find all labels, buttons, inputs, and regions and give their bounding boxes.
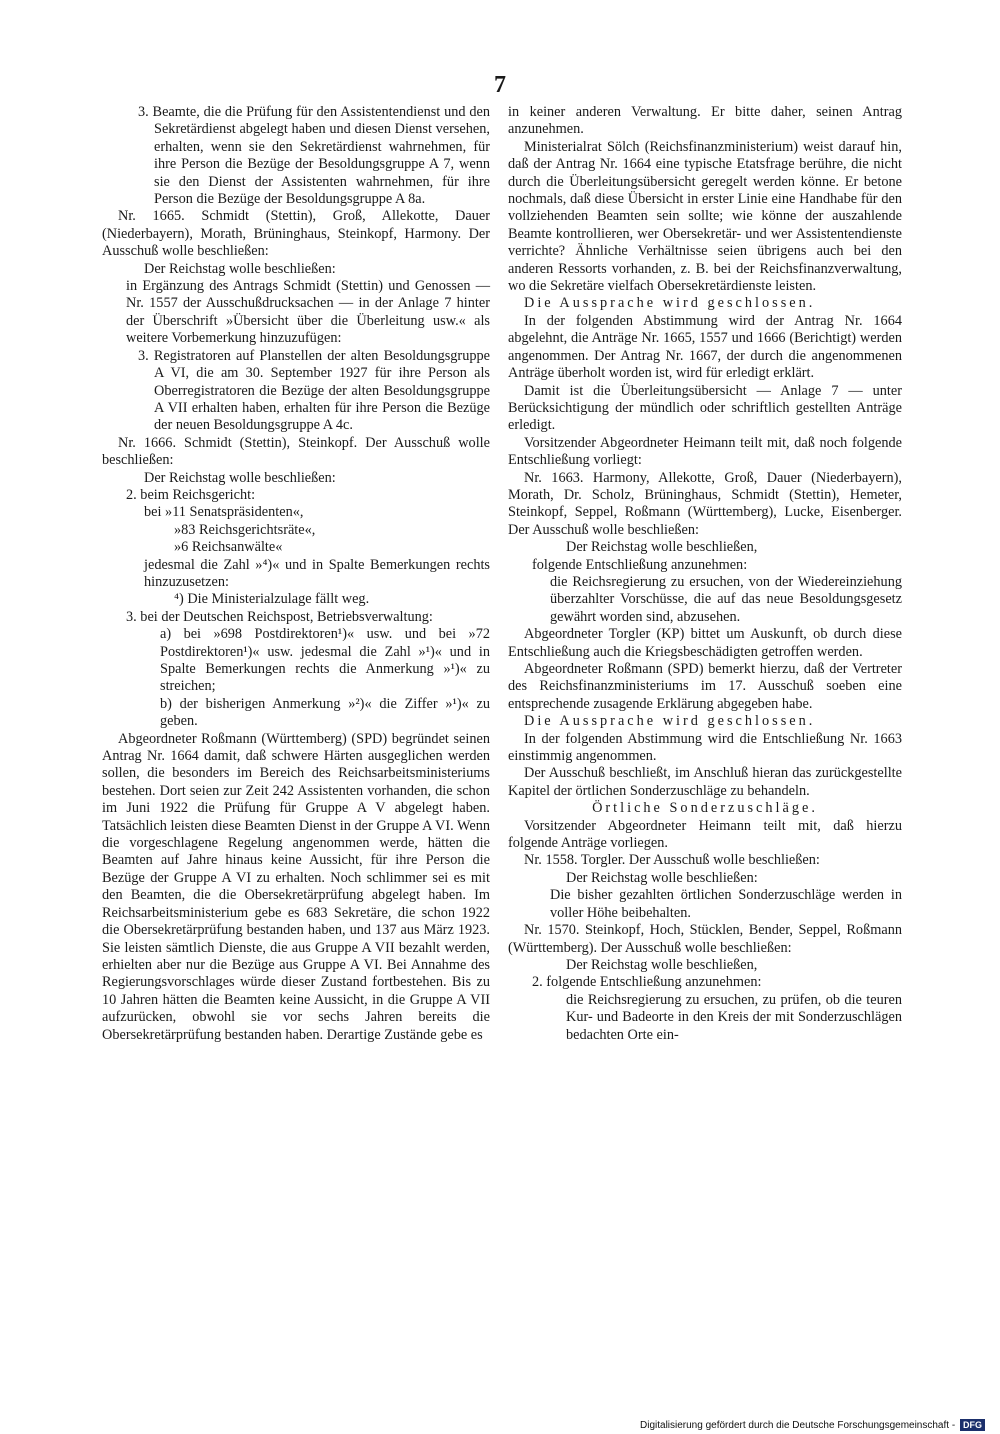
- paragraph: Abgeordneter Roßmann (Württemberg) (SPD) begründet seinen Antrag Nr. 1664 damit, daß schwere Härten ausgeglichen werden sollen, die besonders im Bereich des Reichsarbeitsministeriums bestehen. Dort seien zur Zeit 242 Assistenten vorhanden, die schon im Juni 1922 die Prüfung für Gruppe A V abgelegt haben. Tatsächlich leisten diese Beamten Dienst in der Gruppe A VI. Wenn die vorgeschlagene Regelung angenommen werde, hätten die Beamten auf Jahre hinaus keine Aussicht, für ihre Person die Bezüge der Gruppe A VI zu erhalten. Noch schlimmer sei es mit den Beamten, die die Obersekretärprüfung abgelegt haben. Im Reichsarbeitsministerium gebe es 683 Sekretäre, die schon 1922 die Obersekretärprüfung bestanden haben, und 137 aus März 1923. Sie leisten sämtlich Dienste, die aus Gruppe A VII bezahlt werden, erhielten aber nur die Bezüge aus Gruppe A VI. Bei Annahme des Regierungsvorschlages würde dieser Zustand fortbestehen. Bis zu 10 Jahren hätten die Beamten keine Aussicht, in die Gruppe A VII aufzurücken, obwohl sie vor sechs Jahren bereits die Obersekretärprüfung bestanden haben. Derartige Zustände gebe es: [102, 730, 490, 1043]
- paragraph: Abgeordneter Roßmann (SPD) bemerkt hierzu, daß der Vertreter des Reichsfinanzministeriums im 17. Ausschuß soeben eine entsprechende zusagende Erklärung abgegeben habe.: [508, 661, 902, 712]
- footnote: ⁴) Die Ministerialzulage fällt weg.: [174, 591, 370, 608]
- paragraph: Die Aussprache wird geschlossen.: [524, 713, 816, 730]
- paragraph: In der folgenden Abstimmung wird der Antrag Nr. 1664 abgelehnt, die Anträge Nr. 1665, 1557 und 1666 (Berichtigt) werden angenommen. Der Antrag Nr. 1667, der durch die angenommenen Anträge überholt worden ist, wird für erledigt erklärt.: [508, 312, 902, 382]
- motion-heading: Nr. 1663. Harmony, Allekotte, Groß, Dauer (Niederbayern), Morath, Dr. Scholz, Brüninghaus, Schmidt (Stettin), Hemeter, Steinkopf, Seppel, Roßmann (Württemberg), Lucke, Eisenberger. Der Ausschuß wolle beschließen:: [508, 469, 902, 538]
- paragraph: Ministerialrat Sölch (Reichsfinanzministerium) weist darauf hin, daß der Antrag Nr. 1664 eine typische Etatsfrage berühre, die nicht durch die Überleitungsübersicht geregelt werden könne. Er betone nochmals, daß diese Übersicht in erster Linie eine Handhabe für den vollziehenden Beamten sein sollte; wie könne der auszahlende Beamte kontrollieren, wer Obersekretär- und wer Assistentendienste verrichte? Ähnliche Verhältnisse seien übrigens auch bei den anderen Ressorts vorhanden, z. B. bei der Reichsfinanzverwaltung, wo die Sekretäre vielfach Obersekretärdienste leisten.: [508, 138, 902, 295]
- paragraph: Der Reichstag wolle beschließen:: [144, 260, 336, 277]
- paragraph: Die bisher gezahlten örtlichen Sonderzuschläge werden in voller Höhe beibehalten.: [550, 887, 902, 921]
- paragraph: Der Ausschuß beschließt, im Anschluß hieran das zurückgestellte Kapitel der örtlichen Sonderzuschläge zu behandeln.: [508, 765, 902, 799]
- right-column: [508, 104, 902, 1044]
- paragraph: folgende Entschließung anzunehmen:: [532, 556, 748, 573]
- paragraph: 3. Registratoren auf Planstellen der alten Besoldungsgruppe A VI, die am 30. September 1927 für ihre Person als Oberregistratoren die Bezüge der alten Besoldungsgruppe A VII erhalten haben, erhalten für ihre Person die Bezüge der neuen Besoldungsgruppe A 4c.: [138, 347, 490, 434]
- motion-heading: Nr. 1558. Torgler. Der Ausschuß wolle beschließen:: [524, 852, 820, 869]
- paragraph: in keiner anderen Verwaltung. Er bitte daher, seinen Antrag anzunehmen.: [508, 104, 902, 138]
- paragraph: In der folgenden Abstimmung wird die Entschließung Nr. 1663 einstimmig angenommen.: [508, 730, 902, 765]
- page-number: 7: [494, 72, 506, 98]
- motion-heading: Nr. 1665. Schmidt (Stettin), Groß, Allekotte, Dauer (Niederbayern), Morath, Brüninghaus, Steinkopf, Harmony. Der Ausschuß wolle beschließen:: [102, 208, 490, 260]
- paragraph: die Reichsregierung zu ersuchen, von der Wiedereinziehung überzahlter Vorschüsse, die auf das neue Besoldungsgesetz gewährt worden sind, abzusehen.: [550, 573, 902, 625]
- list-item: 2. folgende Entschließung anzunehmen:: [532, 974, 762, 991]
- paragraph: jedesmal die Zahl »⁴)« und in Spalte Bemerkungen rechts hinzuzusetzen:: [144, 556, 490, 590]
- paragraph: in Ergänzung des Antrags Schmidt (Stettin) und Genossen — Nr. 1557 der Ausschußdrucksachen — in der Anlage 7 hinter der Überschrift »Übersicht über die Überleitung usw.« als weitere Vorbemerkung hinzuzufügen:: [126, 278, 490, 347]
- paragraph: Der Reichstag wolle beschließen,: [566, 539, 758, 556]
- motion-heading: Nr. 1570. Steinkopf, Hoch, Stücklen, Bender, Seppel, Roßmann (Württemberg). Der Ausschuß wolle beschließen:: [508, 922, 902, 956]
- list-item: bei »11 Senatspräsidenten«,: [144, 504, 304, 521]
- left-column: [102, 104, 490, 1044]
- list-item: »6 Reichsanwälte«: [174, 539, 283, 556]
- paragraph: Abgeordneter Torgler (KP) bittet um Auskunft, ob durch diese Entschließung auch die Kriegsbeschädigten getroffen werden.: [508, 626, 902, 660]
- paragraph: Damit ist die Überleitungsübersicht — Anlage 7 — unter Berücksichtigung der mündlich oder schriftlich gestellten Anträge erledigt.: [508, 382, 902, 434]
- list-item: »83 Reichsgerichtsräte«,: [174, 521, 316, 538]
- list-item: b) der bisherigen Anmerkung »²)« die Ziffer »¹)« zu geben.: [160, 695, 490, 730]
- paragraph: die Reichsregierung zu ersuchen, zu prüfen, ob die teuren Kur- und Badeorte in den Kreis der mit Sonderzuschlägen bedachten Orte ein-: [566, 991, 902, 1043]
- paragraph: 3. Beamte, die die Prüfung für den Assistentendienst und den Sekretärdienst abgelegt haben und diesen Dienst versehen, erhalten, wenn sie den Sekretärdienst wahrnehmen, für ihre Person die Bezüge der Besoldungsgruppe A 7, wenn sie den Dienst der Assistenten wahrnehmen, für ihre Person die Bezüge der Besoldungsgruppe A 8a.: [138, 104, 490, 208]
- paragraph: Der Reichstag wolle beschließen:: [566, 869, 758, 886]
- list-item: 2. beim Reichsgericht:: [126, 486, 256, 503]
- motion-heading: Nr. 1666. Schmidt (Stettin), Steinkopf. Der Ausschuß wolle beschließen:: [102, 434, 490, 469]
- dfg-logo: DFG: [960, 1419, 985, 1431]
- list-item: a) bei »698 Postdirektoren¹)« usw. und bei »72 Postdirektoren¹)« usw. jedesmal die Zahl »¹)« und in Spalte Bemerkungen rechts die Anmerkung »¹)« zu streichen;: [160, 626, 490, 695]
- paragraph: Der Reichstag wolle beschließen,: [566, 956, 758, 973]
- paragraph: Vorsitzender Abgeordneter Heimann teilt mit, daß hierzu folgende Anträge vorliegen.: [508, 817, 902, 852]
- footer-text: Digitalisierung gefördert durch die Deutsche Forschungsgemeinschaft -: [640, 1420, 956, 1431]
- list-item: 3. bei der Deutschen Reichspost, Betriebsverwaltung:: [126, 608, 433, 625]
- section-heading: Örtliche Sonderzuschläge.: [592, 800, 818, 817]
- digitization-footer: [640, 1418, 998, 1434]
- paragraph: Vorsitzender Abgeordneter Heimann teilt mit, daß noch folgende Entschließung vorliegt:: [508, 434, 902, 469]
- paragraph: Der Reichstag wolle beschließen:: [144, 469, 336, 486]
- paragraph: Die Aussprache wird geschlossen.: [524, 295, 816, 312]
